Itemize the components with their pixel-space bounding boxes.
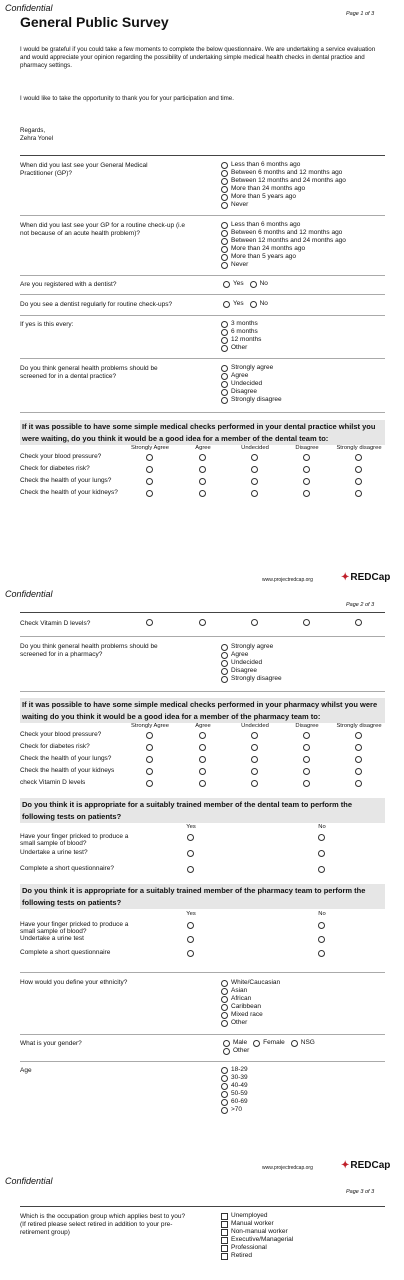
screen-pharmacy-question: Do you think general health problems should be screened for in a pharmacy? (20, 643, 158, 658)
radio-option[interactable]: White/Caucasian (221, 979, 280, 987)
radio-option[interactable]: Never (221, 201, 346, 209)
dentist-registered-question: Are you registered with a dentist? (20, 281, 117, 288)
redcap-logo: ✦ REDCap (341, 572, 391, 583)
radio-option[interactable]: Strongly agree (221, 364, 282, 372)
matrix-radio-button[interactable] (146, 490, 153, 497)
radio-button[interactable] (223, 281, 230, 288)
matrix-row-label: Check your blood pressure? (20, 731, 102, 738)
radio-button[interactable] (223, 301, 230, 308)
redcap-logo-icon: ✦ (341, 572, 350, 583)
divider (20, 636, 385, 637)
matrix-radio-button[interactable] (251, 768, 258, 775)
page-number: Page 3 of 3 (346, 1189, 375, 1195)
radio-button[interactable] (221, 170, 228, 177)
divider (20, 315, 385, 316)
matrix-row-label: Check the health of your lungs? (20, 755, 112, 762)
radio-button[interactable] (221, 222, 228, 229)
matrix-row-label: Check Vitamin D levels? (20, 620, 91, 627)
radio-button[interactable] (221, 230, 228, 237)
checkbox-option[interactable]: Unemployed (221, 1212, 293, 1220)
every-question: If yes is this every: (20, 321, 74, 328)
matrix-row-label: Check the health of your kidneys (20, 767, 115, 774)
radio-button[interactable] (221, 365, 228, 372)
matrix-radio-button[interactable] (199, 490, 206, 497)
radio-option[interactable]: Other (223, 1047, 315, 1055)
thanks-paragraph: I would like to take the opportunity to thank you for your participation and time. (20, 95, 234, 102)
matrix-row-label: Check your blood pressure? (20, 453, 102, 460)
matrix-radio-button[interactable] (146, 744, 153, 751)
matrix-radio-button[interactable] (355, 780, 362, 787)
radio-button[interactable] (221, 1107, 228, 1114)
matrix-row-label: Complete a short questionnaire (20, 949, 111, 956)
radio-option[interactable]: Yes (223, 300, 244, 308)
radio-button[interactable] (221, 1083, 228, 1090)
radio-option[interactable]: Other (221, 1019, 280, 1027)
radio-button[interactable] (221, 1012, 228, 1019)
radio-button[interactable] (221, 1099, 228, 1106)
matrix-radio-button[interactable] (146, 732, 153, 739)
matrix-radio-button[interactable] (199, 454, 206, 461)
matrix-radio-button[interactable] (355, 466, 362, 473)
checkbox[interactable] (221, 1253, 228, 1260)
radio-button[interactable] (221, 1020, 228, 1027)
matrix-column-header: Disagree (295, 445, 319, 451)
radio-option[interactable]: Agree (221, 372, 282, 380)
matrix-row-label: Undertake a urine test? (20, 849, 88, 856)
checkbox[interactable] (221, 1229, 228, 1236)
gp-visit-options (221, 161, 346, 209)
radio-button[interactable] (221, 373, 228, 380)
matrix-radio-button[interactable] (318, 950, 325, 957)
radio-option[interactable]: No (250, 280, 268, 288)
divider (20, 215, 385, 216)
radio-button[interactable] (221, 644, 228, 651)
matrix-row-label: Check for diabetes risk? (20, 743, 90, 750)
radio-button[interactable] (221, 652, 228, 659)
matrix-radio-button[interactable] (199, 744, 206, 751)
radio-option[interactable]: Other (221, 344, 261, 352)
matrix-radio-button[interactable] (146, 466, 153, 473)
pharmacy-tests-heading: Do you think it is appropriate for a suitably trained member of the pharmacy team to perform the following tests on patients? (20, 884, 385, 909)
matrix-row-label: Undertake a urine test (20, 935, 84, 942)
matrix-row-label: Check the health of your lungs? (20, 477, 112, 484)
radio-button[interactable] (221, 660, 228, 667)
matrix-radio-button[interactable] (303, 478, 310, 485)
radio-button[interactable] (221, 996, 228, 1003)
matrix-row-label: Have your finger pricked to produce a small sample of blood? (20, 833, 129, 848)
checkbox-option[interactable]: Non-manual worker (221, 1228, 293, 1236)
checkbox[interactable] (221, 1237, 228, 1244)
matrix-radio-button[interactable] (146, 780, 153, 787)
divider (20, 612, 385, 613)
divider (20, 358, 385, 359)
ethnicity-question: How would you define your ethnicity? (20, 979, 128, 986)
checkbox[interactable] (221, 1245, 228, 1252)
radio-button[interactable] (221, 389, 228, 396)
radio-button[interactable] (221, 988, 228, 995)
gp-visit-question: When did you last see your General Medical Practitioner (GP)? (20, 162, 148, 177)
page-number: Page 1 of 3 (346, 11, 375, 17)
dentist-registered-options (223, 280, 268, 288)
confidential-label: Confidential (5, 1176, 53, 1186)
matrix-radio-button[interactable] (251, 732, 258, 739)
radio-option[interactable]: More than 5 years ago (221, 193, 346, 201)
radio-option[interactable]: Agree (221, 651, 282, 659)
matrix-column-header: Undecided (241, 445, 269, 451)
radio-option[interactable]: 12 months (221, 336, 261, 344)
radio-option[interactable]: Strongly disagree (221, 396, 282, 404)
no-column-header: No (318, 824, 326, 830)
confidential-label: Confidential (5, 3, 53, 13)
radio-option[interactable]: Female (253, 1039, 285, 1047)
matrix-row-label: Complete a short questionnaire? (20, 865, 114, 872)
matrix-radio-button[interactable] (355, 619, 362, 626)
matrix-column-header: Agree (195, 445, 211, 451)
checkbox-option[interactable]: Executive/Managerial (221, 1236, 293, 1244)
dentist-regular-options (223, 300, 268, 308)
matrix-column-header: Undecided (241, 723, 269, 729)
screen-pharmacy-options (221, 643, 282, 683)
radio-option[interactable]: Undecided (221, 380, 282, 388)
radio-button[interactable] (221, 329, 228, 336)
footer-url: www.projectredcap.org (262, 1165, 313, 1171)
radio-option[interactable]: Disagree (221, 388, 282, 396)
dentist-regular-question: Do you see a dentist regularly for routine check-ups? (20, 301, 173, 308)
redcap-logo: ✦ REDCap (341, 1160, 391, 1171)
matrix-radio-button[interactable] (251, 466, 258, 473)
gender-options (223, 1039, 315, 1055)
radio-button[interactable] (221, 238, 228, 245)
radio-option[interactable]: Between 12 months and 24 months ago (221, 177, 346, 185)
radio-option[interactable]: Less than 6 months ago (221, 221, 346, 229)
radio-button[interactable] (223, 1040, 230, 1047)
matrix-radio-button[interactable] (199, 732, 206, 739)
radio-option[interactable]: More than 24 months ago (221, 185, 346, 193)
radio-option[interactable]: More than 5 years ago (221, 253, 346, 261)
radio-option[interactable]: Strongly disagree (221, 675, 282, 683)
matrix-radio-button[interactable] (251, 756, 258, 763)
radio-option[interactable]: >70 (221, 1106, 248, 1114)
divider (20, 1034, 385, 1035)
matrix-row-label: Have your finger pricked to produce a small sample of blood? (20, 921, 129, 936)
dental-matrix-heading: If it was possible to have some simple medical checks performed in your dental practice whilst you were waiting, do you think it would be a good idea for a member of the dental team to: (20, 420, 385, 445)
radio-button[interactable] (221, 397, 228, 404)
matrix-row-label: Check for diabetes risk? (20, 465, 90, 472)
radio-option[interactable]: Strongly agree (221, 643, 282, 651)
matrix-radio-button[interactable] (251, 780, 258, 787)
gp-checkup-options (221, 221, 346, 269)
radio-option[interactable]: Undecided (221, 659, 282, 667)
radio-option[interactable]: Mixed race (221, 1011, 280, 1019)
matrix-radio-button[interactable] (146, 454, 153, 461)
matrix-radio-button[interactable] (187, 936, 194, 943)
occupation-question: Which is the occupation group which applies best to you? (If retired please select retired in addition to your pre-retirement group) (20, 1213, 186, 1236)
matrix-radio-button[interactable] (355, 454, 362, 461)
page-number: Page 2 of 3 (346, 602, 375, 608)
matrix-radio-button[interactable] (187, 866, 194, 873)
matrix-radio-button[interactable] (187, 922, 194, 929)
radio-button[interactable] (223, 1048, 230, 1055)
matrix-radio-button[interactable] (303, 756, 310, 763)
radio-button[interactable] (221, 254, 228, 261)
matrix-radio-button[interactable] (199, 768, 206, 775)
matrix-radio-button[interactable] (355, 732, 362, 739)
yes-column-header: Yes (186, 824, 196, 830)
matrix-radio-button[interactable] (187, 834, 194, 841)
dental-tests-heading: Do you think it is appropriate for a suitably trained member of the dental team to perform the following tests on patients? (20, 798, 385, 823)
matrix-radio-button[interactable] (303, 732, 310, 739)
matrix-column-header: Strongly Agree (130, 723, 170, 729)
checkbox-option[interactable]: Professional (221, 1244, 293, 1252)
matrix-radio-button[interactable] (187, 950, 194, 957)
radio-option[interactable]: 30-39 (221, 1074, 248, 1082)
radio-button[interactable] (291, 1040, 298, 1047)
screen-dental-options (221, 364, 282, 404)
radio-option[interactable]: NSG (291, 1039, 315, 1047)
radio-option[interactable]: 18-29 (221, 1066, 248, 1074)
radio-button[interactable] (221, 345, 228, 352)
checkbox-option[interactable]: Retired (221, 1252, 293, 1260)
matrix-radio-button[interactable] (355, 744, 362, 751)
yes-column-header: Yes (186, 911, 196, 917)
matrix-radio-button[interactable] (187, 850, 194, 857)
matrix-radio-button[interactable] (146, 768, 153, 775)
matrix-radio-button[interactable] (146, 619, 153, 626)
matrix-column-header: Strongly disagree (336, 723, 382, 729)
divider (20, 691, 385, 692)
radio-button[interactable] (221, 980, 228, 987)
matrix-radio-button[interactable] (199, 478, 206, 485)
checkbox-option[interactable]: Manual worker (221, 1220, 293, 1228)
radio-option[interactable]: 3 months (221, 320, 261, 328)
radio-option[interactable]: 60-69 (221, 1098, 248, 1106)
matrix-column-header: Disagree (295, 723, 319, 729)
redcap-logo-icon: ✦ (341, 1160, 350, 1171)
checkbox[interactable] (221, 1213, 228, 1220)
radio-button[interactable] (221, 321, 228, 328)
radio-option[interactable]: 40-49 (221, 1082, 248, 1090)
matrix-radio-button[interactable] (199, 756, 206, 763)
divider (20, 294, 385, 295)
divider (20, 275, 385, 276)
matrix-radio-button[interactable] (318, 922, 325, 929)
every-options (221, 320, 261, 352)
matrix-radio-button[interactable] (251, 490, 258, 497)
divider (20, 1206, 385, 1207)
radio-option[interactable]: 50-59 (221, 1090, 248, 1098)
matrix-radio-button[interactable] (199, 780, 206, 787)
matrix-radio-button[interactable] (251, 454, 258, 461)
radio-button[interactable] (221, 1091, 228, 1098)
radio-option[interactable]: Between 6 months and 12 months ago (221, 229, 346, 237)
radio-button[interactable] (221, 178, 228, 185)
matrix-radio-button[interactable] (303, 466, 310, 473)
radio-button[interactable] (221, 202, 228, 209)
matrix-radio-button[interactable] (146, 756, 153, 763)
radio-button[interactable] (221, 186, 228, 193)
matrix-row-label: check Vitamin D levels (20, 779, 86, 786)
radio-button[interactable] (221, 381, 228, 388)
matrix-column-header: Strongly Agree (130, 445, 170, 451)
radio-button[interactable] (250, 301, 257, 308)
radio-button[interactable] (221, 246, 228, 253)
radio-option[interactable]: Never (221, 261, 346, 269)
age-options (221, 1066, 248, 1114)
age-question: Age (20, 1067, 32, 1074)
divider (20, 1061, 385, 1062)
matrix-radio-button[interactable] (355, 756, 362, 763)
matrix-radio-button[interactable] (199, 466, 206, 473)
matrix-column-header: Strongly disagree (336, 445, 382, 451)
matrix-radio-button[interactable] (251, 744, 258, 751)
confidential-label: Confidential (5, 589, 53, 599)
pharmacy-matrix-heading: If it was possible to have some simple medical checks performed in your pharmacy whilst you were waiting do you think it would be a good idea for a member of the pharmacy team to: (20, 698, 385, 723)
radio-button[interactable] (221, 676, 228, 683)
matrix-radio-button[interactable] (355, 490, 362, 497)
radio-option[interactable]: Between 12 months and 24 months ago (221, 237, 346, 245)
matrix-radio-button[interactable] (318, 850, 325, 857)
matrix-radio-button[interactable] (199, 619, 206, 626)
footer-url: www.projectredcap.org (262, 577, 313, 583)
matrix-radio-button[interactable] (251, 478, 258, 485)
radio-button[interactable] (221, 194, 228, 201)
matrix-radio-button[interactable] (146, 478, 153, 485)
matrix-radio-button[interactable] (303, 744, 310, 751)
no-column-header: No (318, 911, 326, 917)
matrix-radio-button[interactable] (303, 780, 310, 787)
radio-option[interactable]: Disagree (221, 667, 282, 675)
matrix-radio-button[interactable] (355, 478, 362, 485)
gp-checkup-question: When did you last see your GP for a routine check-up (i.e not because of an acute health problem)? (20, 222, 185, 237)
matrix-radio-button[interactable] (355, 768, 362, 775)
radio-button[interactable] (221, 337, 228, 344)
divider (20, 412, 385, 413)
radio-option[interactable]: Yes (223, 280, 244, 288)
gender-question: What is your gender? (20, 1040, 82, 1047)
matrix-row-label: Check the health of your kidneys? (20, 489, 118, 496)
matrix-radio-button[interactable] (318, 936, 325, 943)
radio-option[interactable]: Less than 6 months ago (221, 161, 346, 169)
signature-name: Zehra Yonel (20, 135, 54, 142)
occupation-options (221, 1212, 293, 1260)
divider (20, 155, 385, 156)
checkbox[interactable] (221, 1221, 228, 1228)
radio-button[interactable] (221, 1075, 228, 1082)
matrix-column-header: Agree (195, 723, 211, 729)
radio-button[interactable] (253, 1040, 260, 1047)
matrix-radio-button[interactable] (303, 619, 310, 626)
radio-option[interactable]: More than 24 months ago (221, 245, 346, 253)
ethnicity-options (221, 979, 280, 1027)
radio-option[interactable]: Between 6 months and 12 months ago (221, 169, 346, 177)
radio-option[interactable]: 6 months (221, 328, 261, 336)
radio-option[interactable]: No (250, 300, 268, 308)
screen-dental-question: Do you think general health problems should be screened for in a dental practice? (20, 365, 158, 380)
radio-button[interactable] (250, 281, 257, 288)
radio-option[interactable]: African (221, 995, 280, 1003)
radio-option[interactable]: Asian (221, 987, 280, 995)
regards-text: Regards, (20, 127, 46, 134)
divider (20, 972, 385, 973)
radio-button[interactable] (221, 1067, 228, 1074)
matrix-radio-button[interactable] (318, 866, 325, 873)
matrix-radio-button[interactable] (303, 490, 310, 497)
radio-option[interactable]: Male (223, 1039, 247, 1047)
matrix-radio-button[interactable] (318, 834, 325, 841)
matrix-radio-button[interactable] (251, 619, 258, 626)
radio-button[interactable] (221, 162, 228, 169)
survey-title: General Public Survey (20, 14, 169, 30)
radio-button[interactable] (221, 668, 228, 675)
matrix-radio-button[interactable] (303, 454, 310, 461)
matrix-radio-button[interactable] (303, 768, 310, 775)
radio-button[interactable] (221, 262, 228, 269)
radio-button[interactable] (221, 1004, 228, 1011)
intro-paragraph: I would be grateful if you could take a few moments to complete the below questionnaire. We are undertaking a service evaluation and would appreciate your opinion regarding the possibility of undertaking simple medical health checks in dental practice and pharmacy settings. (20, 46, 376, 70)
radio-option[interactable]: Caribbean (221, 1003, 280, 1011)
